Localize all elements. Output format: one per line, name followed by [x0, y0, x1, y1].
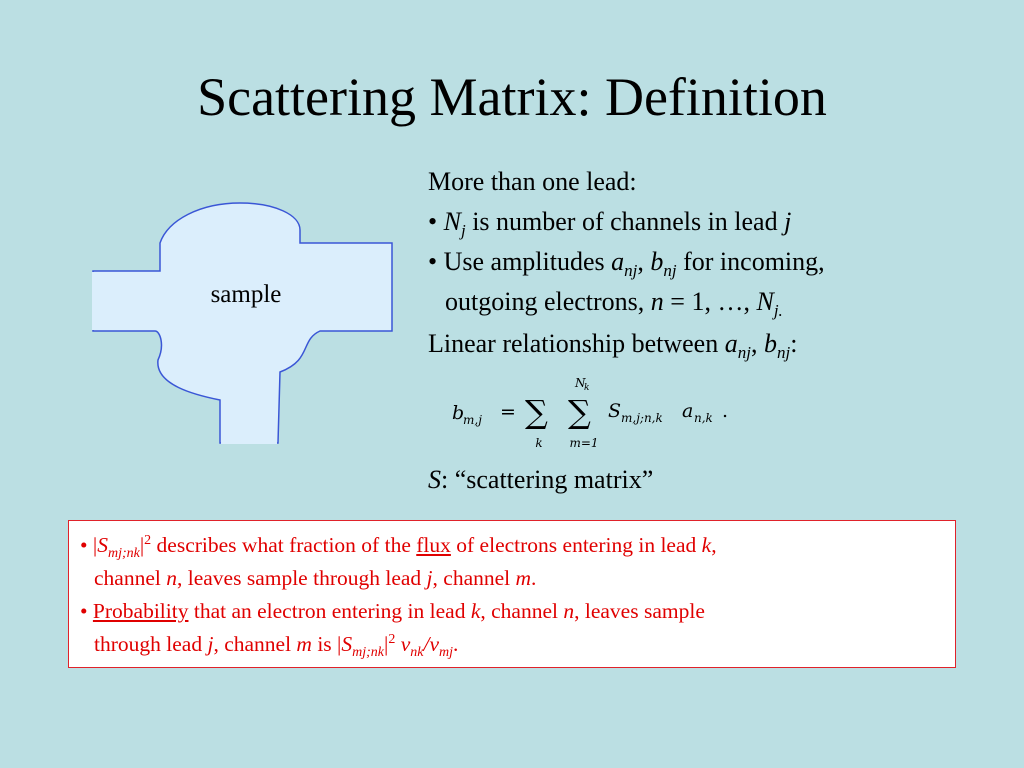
sum2-below: m=1	[569, 436, 599, 450]
bullet-amplitudes-cont	[428, 282, 988, 322]
formula-lhs-sub: m,j	[463, 413, 482, 427]
sub-nj: nj	[776, 343, 791, 362]
probability-term: Probability	[92, 599, 189, 623]
s-definition-line	[428, 460, 988, 500]
note-text: , channel	[480, 599, 564, 623]
sum1-symbol: ∑	[525, 393, 548, 431]
abs-bar: |	[384, 632, 389, 656]
sup-2: 2	[144, 533, 152, 548]
outgoing-text: outgoing electrons,	[445, 287, 651, 316]
scattering-formula	[450, 375, 770, 455]
var-v: v	[429, 632, 439, 656]
sub-j: j.	[773, 301, 783, 320]
var-v: v	[395, 632, 411, 656]
var-N: N	[443, 207, 461, 236]
var-m: m	[515, 566, 532, 590]
bullet-amplitudes-text: for incoming,	[676, 247, 825, 276]
var-b: b	[650, 247, 664, 276]
explanation-text	[428, 162, 988, 364]
note-bullet: • |	[80, 533, 98, 557]
colon: :	[790, 329, 798, 358]
bullet-channels-text: is number of channels in lead	[465, 207, 785, 236]
bullet-channels	[428, 202, 988, 242]
sub-mj: mj	[438, 645, 453, 660]
var-n: n	[650, 287, 664, 316]
sub-mjnk: mj;nk	[352, 645, 384, 660]
var-S: S	[97, 533, 108, 557]
punct: .	[531, 566, 537, 590]
sum2-above: N	[575, 376, 586, 390]
s-definition-text: : “scattering matrix”	[441, 465, 654, 494]
var-b: b	[763, 329, 777, 358]
abs-bar: |	[139, 533, 145, 557]
s-definition	[428, 460, 988, 500]
note-line-3	[80, 595, 955, 628]
flux-note-box	[68, 520, 956, 668]
punct: .	[452, 632, 459, 656]
flux-term: flux	[416, 533, 451, 557]
sum1-below: k	[535, 436, 543, 450]
sub-nj: nj	[737, 343, 751, 362]
var-a: a	[611, 247, 625, 276]
note-text: describes what fraction of the	[151, 533, 417, 557]
note-text: , leaves sample	[574, 599, 705, 623]
sub-nk: nk	[410, 645, 424, 660]
sample-label: sample	[210, 281, 282, 308]
note-bullet: •	[80, 599, 93, 623]
var-S: S	[428, 465, 441, 494]
note-text: , channel	[432, 566, 516, 590]
bullet-amplitudes-lead: • Use amplitudes	[428, 247, 612, 276]
var-j: j	[784, 207, 792, 236]
note-text: through lead	[94, 632, 208, 656]
sub-mjnk: mj;nk	[107, 546, 140, 561]
sub-nj: nj	[624, 261, 638, 280]
formula-S-sub: m,j;n,k	[621, 411, 663, 425]
var-m: m	[296, 632, 312, 656]
formula-S: S	[608, 400, 622, 422]
bullet-amplitudes	[428, 242, 988, 282]
sum2-symbol: ∑	[568, 393, 591, 431]
note-text: channel	[94, 566, 167, 590]
note-text: , channel	[213, 632, 297, 656]
comma: ,	[750, 329, 764, 358]
intro-line: More than one lead:	[428, 167, 637, 196]
note-line-1	[80, 529, 955, 562]
sample-shape	[93, 203, 392, 443]
sum2-above-sub: k	[584, 383, 590, 393]
var-n: n	[563, 599, 575, 623]
comma: ,	[637, 247, 651, 276]
var-j: j	[207, 632, 214, 656]
range-text: = 1, …,	[663, 287, 757, 316]
slash: /	[423, 632, 430, 656]
linear-relationship-line	[428, 324, 988, 364]
note-text: is |	[311, 632, 342, 656]
bullet-mark: •	[428, 207, 444, 236]
var-k: k	[470, 599, 481, 623]
slide-title: Scattering Matrix: Definition	[197, 67, 827, 127]
formula-a: a	[682, 400, 694, 422]
sub-nj: nj	[663, 261, 677, 280]
formula-a-sub: n,k	[694, 411, 713, 425]
var-S: S	[341, 632, 353, 656]
formula-period: .	[722, 400, 729, 422]
note-text: , leaves sample through lead	[176, 566, 427, 590]
var-a: a	[724, 329, 738, 358]
formula-lhs-b: b	[452, 402, 465, 424]
note-line-2	[80, 562, 955, 595]
note-line-4	[80, 628, 955, 661]
sub-j: j	[460, 221, 466, 240]
var-j: j	[426, 566, 433, 590]
note-text: of electrons entering in lead	[450, 533, 702, 557]
var-k: k	[701, 533, 712, 557]
var-N: N	[756, 287, 774, 316]
var-n: n	[166, 566, 177, 590]
formula-equals: =	[500, 401, 516, 423]
sup-2: 2	[388, 632, 396, 647]
note-text: that an electron entering in lead	[188, 599, 471, 623]
punct: ,	[711, 533, 717, 557]
linear-text: Linear relationship between	[428, 329, 725, 358]
